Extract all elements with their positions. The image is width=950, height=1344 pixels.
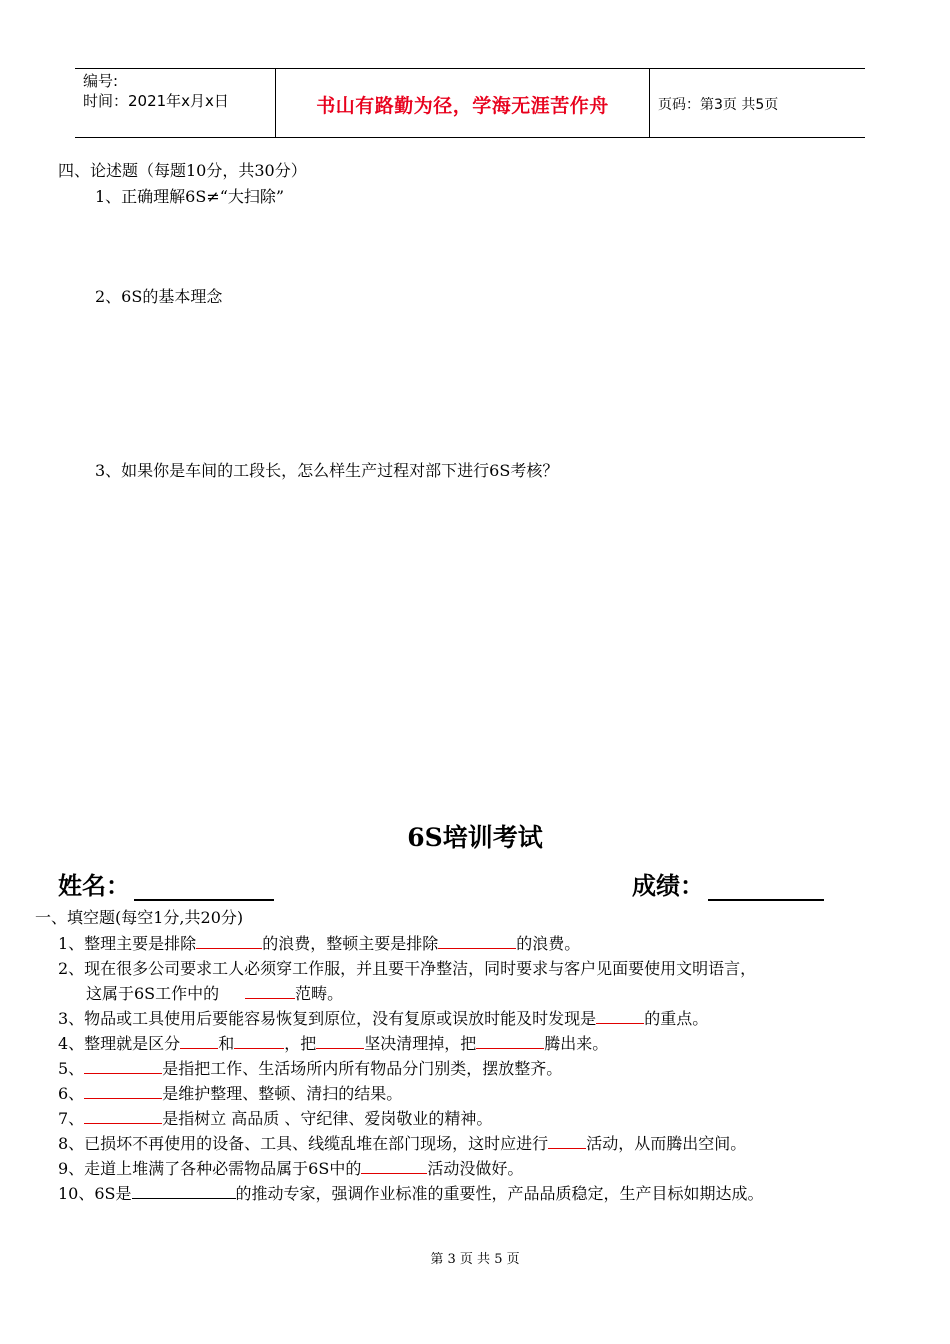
header-meta — [83, 71, 229, 111]
fill-item-2: 2、现在很多公司要求工人必须穿工作服，并且要干净整洁，同时要求与客户见面要使用文明语言， — [58, 959, 757, 978]
item-text: 8、已损坏不再使用的设备、工具、线缆乱堆在部门现场，这时应进行 — [58, 1134, 549, 1153]
fill-item-6 — [58, 1084, 402, 1104]
item-text: 1、整理主要是排除 — [58, 934, 197, 953]
answer-blank[interactable] — [245, 984, 295, 999]
section1-heading: 一、填空题(每空1分,共20分) — [35, 908, 244, 927]
answer-blank[interactable] — [132, 1184, 236, 1199]
item-text: 是维护整理、整顿、清扫的结果。 — [162, 1084, 403, 1103]
answer-blank[interactable] — [84, 1109, 162, 1124]
time-label: 时间：2021年x月x日 — [83, 92, 229, 110]
score-label: 成绩： — [632, 872, 704, 900]
item-text: ，把 — [284, 1034, 317, 1053]
answer-blank[interactable] — [84, 1084, 162, 1099]
item-text: 腾出来。 — [544, 1034, 609, 1053]
name-blank[interactable] — [134, 875, 274, 901]
item-text: 活动没做好。 — [427, 1159, 524, 1178]
item-text: 和 — [218, 1034, 235, 1053]
answer-blank[interactable] — [596, 1009, 644, 1024]
answer-blank[interactable] — [361, 1159, 427, 1174]
answer-blank[interactable] — [548, 1134, 586, 1149]
number-label: 编号: — [83, 72, 119, 90]
item-text: 是指树立 高品质 、守纪律、爱岗敬业的精神。 — [162, 1109, 493, 1128]
answer-blank[interactable] — [84, 1059, 162, 1074]
item-text: 的推动专家，强调作业标准的重要性，产品品质稳定，生产目标如期达成。 — [235, 1184, 764, 1203]
fill-item-7 — [58, 1109, 492, 1129]
item-text: 坚决清理掉，把 — [364, 1034, 477, 1053]
header-motto: 书山有路勤为径，学海无涯苦作舟 — [316, 95, 609, 117]
header-divider — [649, 69, 650, 137]
score-line — [632, 866, 824, 901]
fill-item-9 — [58, 1159, 523, 1179]
answer-blank[interactable] — [438, 934, 516, 949]
answer-blank[interactable] — [196, 934, 262, 949]
item-text: 活动，从而腾出空间。 — [586, 1134, 747, 1153]
answer-blank[interactable] — [234, 1034, 284, 1049]
answer-blank[interactable] — [180, 1034, 218, 1049]
item-text: 是指把工作、生活场所内所有物品分门别类，摆放整齐。 — [162, 1059, 563, 1078]
item-text: 的浪费，整顿主要是排除 — [262, 934, 439, 953]
fill-item-5 — [58, 1059, 562, 1079]
essay-question-3: 3、如果你是车间的工段长，怎么样生产过程对部下进行6S考核？ — [95, 461, 559, 480]
item-text: 10、6S是 — [58, 1184, 132, 1203]
header-page-label: 页码：第3页 共5页 — [658, 97, 779, 113]
page-header — [75, 68, 865, 138]
item-text: 的浪费。 — [516, 934, 581, 953]
fill-item-4 — [58, 1034, 608, 1054]
section4-heading: 四、论述题（每题10分，共30分） — [58, 161, 307, 180]
exam-title: 6S培训考试 — [407, 823, 543, 852]
item-text: 这属于6S工作中的 — [86, 984, 220, 1003]
fill-item-10 — [58, 1184, 764, 1204]
fill-item-8 — [58, 1134, 746, 1154]
item-text: 9、走道上堆满了各种必需物品属于6S中的 — [58, 1159, 362, 1178]
item-text: 范畴。 — [295, 984, 344, 1003]
fill-item-2-cont — [86, 984, 343, 1004]
item-text: 3、物品或工具使用后要能容易恢复到原位，没有复原或误放时能及时发现是 — [58, 1009, 597, 1028]
item-text: 的重点。 — [644, 1009, 709, 1028]
fill-item-1 — [58, 934, 580, 954]
answer-blank[interactable] — [316, 1034, 364, 1049]
essay-question-1: 1、正确理解6S≠“大扫除” — [95, 187, 285, 206]
name-line — [58, 866, 274, 901]
item-text: 4、整理就是区分 — [58, 1034, 181, 1053]
fill-item-3 — [58, 1009, 708, 1029]
answer-blank[interactable] — [476, 1034, 544, 1049]
essay-question-2: 2、6S的基本理念 — [95, 287, 223, 306]
item-text: 5、 — [58, 1059, 85, 1078]
page-footer: 第 3 页 共 5 页 — [430, 1252, 520, 1267]
item-text: 6、 — [58, 1084, 85, 1103]
name-label: 姓名： — [58, 872, 130, 900]
score-blank[interactable] — [708, 875, 824, 901]
item-text: 7、 — [58, 1109, 85, 1128]
